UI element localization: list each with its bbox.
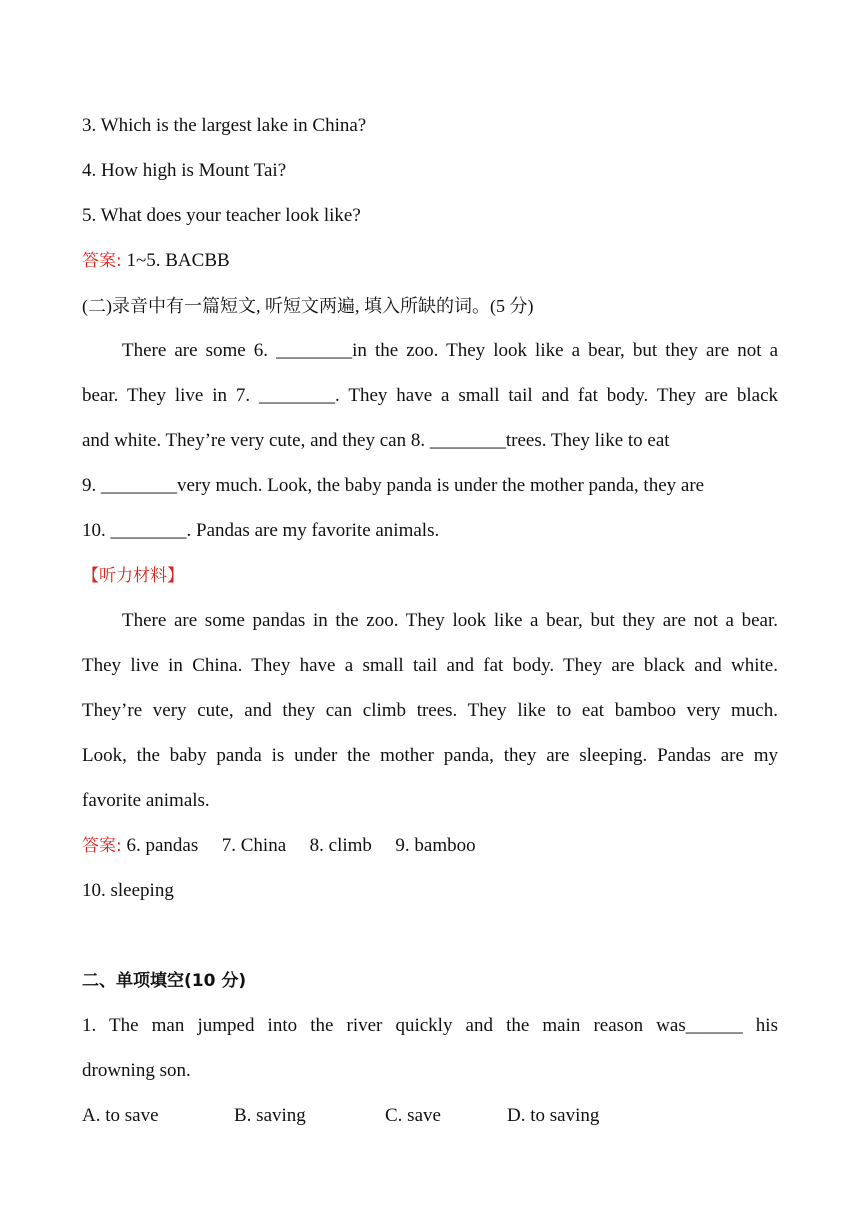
part-2-heading-text: 二、单项填空(10 分)	[82, 971, 247, 991]
answer-line-1	[82, 249, 778, 273]
q1-line-2: drowning son.	[82, 1060, 191, 1081]
answer-line-2	[82, 834, 778, 858]
q1-options	[82, 1104, 778, 1128]
passage-line-4: 9. ________very much. Look, the baby panda is under the mother panda, they are	[82, 475, 705, 496]
question-5: 5. What does your teacher look like?	[82, 205, 361, 226]
question-3: 3. Which is the largest lake in China?	[82, 115, 367, 136]
option-d: D. to saving	[507, 1105, 600, 1126]
passage-line-1: There are some 6. ________in the zoo. They look like a bear, but they are not a	[122, 340, 778, 361]
answer-label-2: 答案:	[82, 836, 122, 856]
material-line-1: There are some pandas in the zoo. They look like a bear, but they are not a bear.	[122, 610, 778, 631]
part-2-heading	[82, 969, 778, 993]
q1-line-1: 1. The man jumped into the river quickly and the main reason was______ his	[82, 1015, 778, 1036]
answer-value: 1~5. BACBB	[121, 250, 230, 271]
option-a: A. to save	[82, 1105, 159, 1126]
question-4: 4. How high is Mount Tai?	[82, 160, 287, 181]
material-line-5: favorite animals.	[82, 790, 210, 811]
section-2-heading-text: (二)录音中有一篇短文, 听短文两遍, 填入所缺的词。(5 分)	[82, 296, 534, 316]
material-line-3: They’re very cute, and they can climb trees. They like to eat bamboo very much.	[82, 700, 778, 721]
answer-item: 8. climb	[309, 835, 372, 856]
section-2-heading	[82, 294, 778, 319]
material-line-4: Look, the baby panda is under the mother panda, they are sleeping. Pandas are my	[82, 745, 778, 766]
answer-item: 6. pandas	[126, 835, 199, 856]
passage-line-3: and white. They’re very cute, and they can 8. ________trees. They like to eat	[82, 430, 670, 451]
passage-line-2: bear. They live in 7. ________. They have a small tail and fat body. They are black	[82, 385, 778, 406]
option-c: C. save	[385, 1105, 441, 1126]
material-line-2: They live in China. They have a small tail and fat body. They are black and white.	[82, 655, 778, 676]
passage-line-5: 10. ________. Pandas are my favorite animals.	[82, 520, 440, 541]
answer-label: 答案:	[82, 251, 122, 271]
option-b: B. saving	[234, 1105, 306, 1126]
answer-item: 9. bamboo	[395, 835, 476, 856]
answer-item: 7. China	[221, 835, 287, 856]
answer-line-2-continued: 10. sleeping	[82, 880, 174, 901]
material-label: 【听力材料】	[82, 566, 184, 586]
